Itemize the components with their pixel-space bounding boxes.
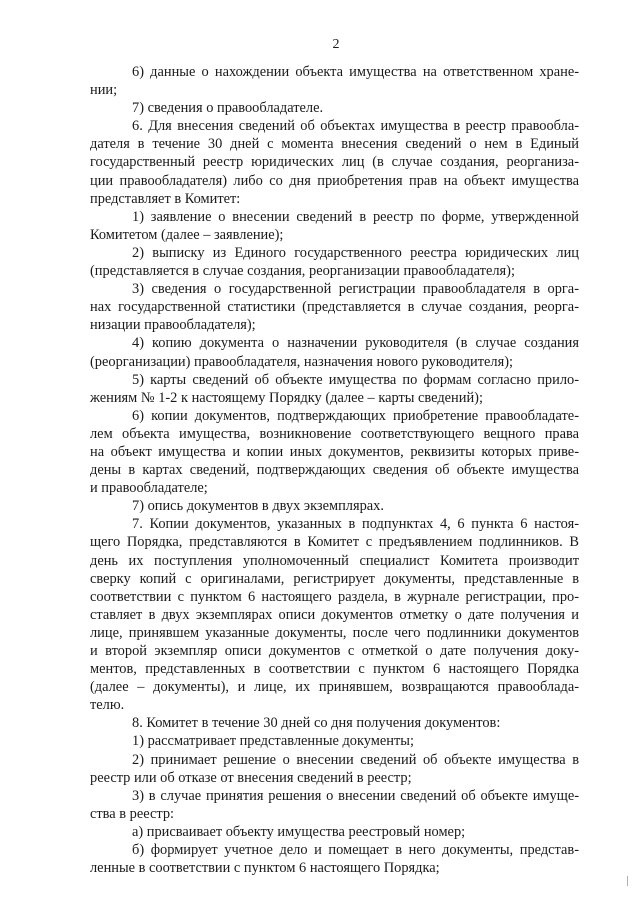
text-line: представляет в Комитет: [90,190,241,207]
paragraph [90,99,579,117]
text-line: 6. Для внесения сведений об объектах имущества в реестр правообла- [132,118,579,135]
text-line: на объект имущества и копии иных документов, реквизиты которых приве- [90,443,579,460]
paragraph [90,280,579,334]
paragraph [90,823,579,841]
text-line: нии; [90,82,118,99]
text-line: 6) данные о нахождении объекта имущества на ответственном хране- [132,64,579,80]
paragraph [90,208,579,244]
text-line: 5) карты сведений об объекте имущества по формам согласно прило- [132,371,579,388]
text-line: 6) копии документов, подтверждающих приобретение правообладате- [132,407,579,424]
paragraph [90,407,579,497]
text-line: 1) рассматривает представленные документы; [132,733,414,750]
text-line: 7. Копии документов, указанных в подпунктах 4, 6 пункта 6 настоя- [132,516,579,533]
paragraph [90,732,579,750]
text-line: (представляется в случае создания, реорганизации правообладателя); [90,263,515,280]
text-line: дены в картах сведений, подтверждающих сведения об объекте имущества [90,462,579,479]
text-line: лице, принявшем указанные документы, после чего подлинники документов [90,624,579,641]
paragraph [90,841,579,877]
document-body [90,63,579,877]
paragraph [90,334,579,370]
text-line: 2) принимает решение о внесении сведений об объекте имущества в [132,751,579,768]
text-line: сверку копий с оригиналами, регистрирует документы, представленные в [90,570,579,587]
paragraph [90,751,579,787]
text-line: нах государственной статистики (представляется в случае создания, реорга- [90,299,579,316]
paragraph [90,787,579,823]
text-line: реестр или об отказе от внесения сведений в реестр; [90,769,412,786]
text-line: телю. [90,697,125,714]
text-line: щего Порядка, представляются в Комитет с предъявлением подлинников. В [90,534,579,551]
text-line: 7) опись документов в двух экземплярах. [132,498,384,515]
text-line: ставляет в двух экземплярах описи документов отметку о дате получения и [90,606,579,623]
text-line: 8. Комитет в течение 30 дней со дня получения документов: [132,715,501,732]
text-line: 7) сведения о правообладателе. [132,100,324,117]
text-line: и второй экземпляр описи документов с отметкой о дате получения доку- [90,643,579,659]
text-line: государственный реестр юридических лиц (в случае создания, реорганиза- [90,154,579,171]
text-line: соответствии с пунктом 6 настоящего раздела, в журнале регистрации, про- [90,588,579,605]
text-line: а) присваивает объекту имущества реестровый номер; [132,823,466,840]
paragraph [90,714,579,732]
text-line: (реорганизации) правообладателя, назначения нового руководителя); [90,353,514,370]
text-line: Комитетом (далее – заявление); [90,226,284,243]
text-line: день их поступления уполномоченный специалист Комитета производит [90,552,579,569]
text-line: 4) копию документа о назначении руководителя (в случае создания [132,335,579,352]
paragraph [90,497,579,515]
scan-edge-mark [627,876,628,886]
text-line: б) формирует учетное дело и помещает в него документы, представ- [132,842,579,859]
text-line: ментов, представленных в соответствии с пунктом 6 настоящего Порядка [90,661,579,678]
text-line: дателя в течение 30 дней с момента внесения сведений о нем в Единый [90,136,579,153]
paragraph [90,244,579,280]
text-line: 1) заявление о внесении сведений в реестр по форме, утвержденной [132,208,579,225]
text-line: лем объекта имущества, возникновение соответствующего вещного права [90,425,579,442]
text-line: жениям № 1-2 к настоящему Порядку (далее – карты сведений); [90,389,483,406]
text-line: (далее – документы), и лице, их принявшем, возвращаются правооблада- [90,679,579,696]
text-line: ции правообладателя) либо со дня приобретения прав на объект имущества [90,172,579,189]
text-line: 3) в случае принятия решения о внесении сведений об объекте имуще- [132,787,579,804]
paragraph [90,371,579,407]
text-line: 3) сведения о государственной регистрации правообладателя в орга- [132,281,579,298]
paragraph [90,63,579,99]
text-line: ленные в соответствии с пунктом 6 настоящего Порядка; [90,860,440,877]
text-line: и правообладателе; [90,480,208,497]
paragraph [90,117,579,207]
text-line: ства в реестр: [90,805,175,822]
text-line: 2) выписку из Единого государственного реестра юридических лиц [132,244,579,261]
page-number: 2 [332,37,340,52]
paragraph [90,515,579,714]
text-line: низации правообладателя); [90,317,256,334]
